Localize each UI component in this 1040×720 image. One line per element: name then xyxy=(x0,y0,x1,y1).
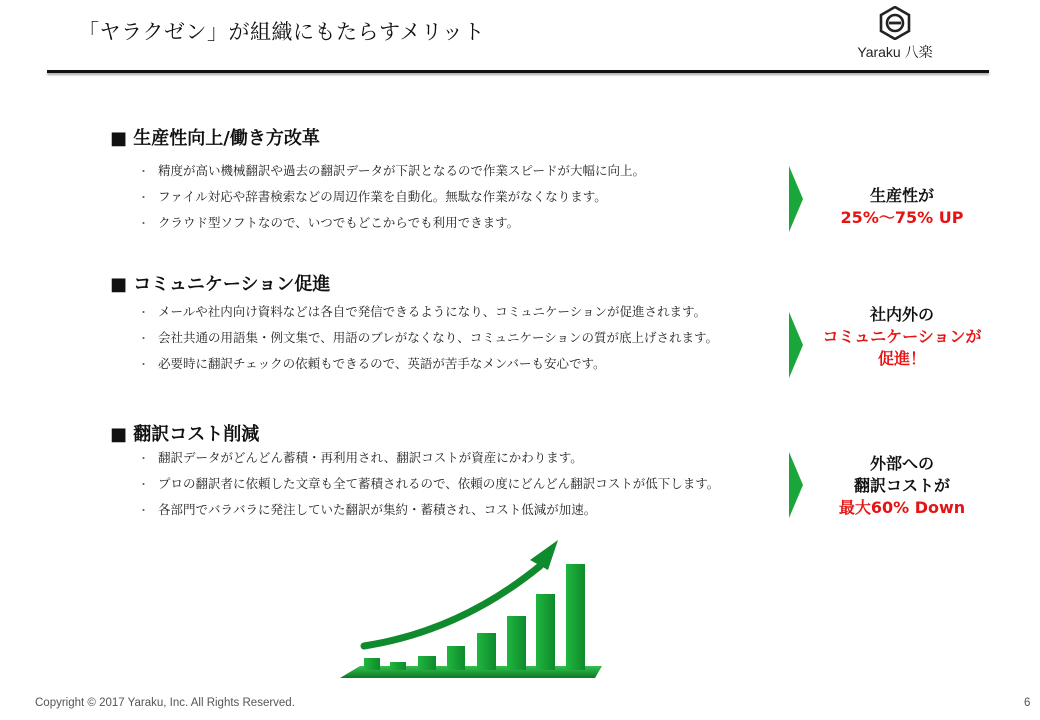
result-line: 外部への xyxy=(869,454,934,473)
chart-bar xyxy=(536,594,555,670)
chart-bar xyxy=(477,633,496,670)
section-heading-cost: ■ 翻訳コスト削減 xyxy=(110,424,260,445)
arrow-head-icon xyxy=(530,540,558,570)
result-line: 翻訳コストが xyxy=(853,476,950,495)
chart-bar xyxy=(447,646,465,670)
result-highlight: 促進！ xyxy=(877,349,926,368)
yaraku-logo-icon xyxy=(878,6,912,40)
chevron-right-icon xyxy=(789,166,803,232)
bullet-list-productivity xyxy=(138,158,645,236)
list-item: ・ 翻訳データがどんどん蓄積・再利用され、翻訳コストが資産にかわります。 xyxy=(138,450,583,465)
bullet-list-communication xyxy=(138,299,718,377)
growth-chart-illustration xyxy=(330,536,605,684)
section-heading-productivity: ■ 生産性向上/働き方改革 xyxy=(110,128,320,149)
result-highlight: コミュニケーションが xyxy=(822,327,982,346)
logo-text: Yaraku 八楽 xyxy=(857,44,933,60)
result-line: 生産性が xyxy=(869,186,934,205)
list-item: ・ 精度が高い機械翻訳や過去の翻訳データが下訳となるので作業スピードが大幅に向上。 xyxy=(138,163,646,178)
list-item: ・ メールや社内向け資料などは各自で発信できるようになり、コミュニケーションが促進されます。 xyxy=(138,304,707,319)
list-item: ・ 各部門でバラバラに発注していた翻訳が集約・蓄積され、コスト低減が加速。 xyxy=(138,502,597,517)
result-productivity xyxy=(812,185,992,229)
list-item: ・ クラウド型ソフトなので、いつでもどこからでも利用できます。 xyxy=(138,215,520,230)
chart-bar xyxy=(507,616,526,670)
title-divider xyxy=(47,70,989,73)
section-heading-communication: ■ コミュニケーション促進 xyxy=(110,274,331,295)
chart-bar xyxy=(364,658,380,670)
list-item: ・ 必要時に翻訳チェックの依頼もできるので、英語が苦手なメンバーも安心です。 xyxy=(138,356,606,371)
chart-bar xyxy=(566,564,585,670)
list-item: ・ 会社共通の用語集・例文集で、用語のブレがなくなり、コミュニケーションの質が底上げされます。 xyxy=(138,330,719,345)
page-number: 6 xyxy=(1024,697,1031,709)
bullet-list-cost xyxy=(138,445,719,523)
chevron-right-icon xyxy=(789,452,803,518)
result-highlight: 25%～75% UP xyxy=(840,208,964,227)
list-item: ・ ファイル対応や辞書検索などの周辺作業を自動化。無駄な作業がなくなります。 xyxy=(138,189,607,204)
result-line: 社内外の xyxy=(869,305,934,324)
list-item: ・ プロの翻訳者に依頼した文章も全て蓄積されるので、依頼の度にどんどん翻訳コストが低下します。 xyxy=(138,476,720,491)
result-highlight: 最大60% Down xyxy=(838,498,966,517)
chart-bar xyxy=(418,656,436,670)
chart-bars xyxy=(364,564,585,670)
chevron-right-icon xyxy=(789,312,803,378)
result-communication xyxy=(812,304,992,370)
chart-bar xyxy=(390,662,406,670)
result-cost xyxy=(812,453,992,519)
page-title: 「ヤラクゼン」が組織にもたらすメリット xyxy=(78,20,485,44)
copyright-footer: Copyright © 2017 Yaraku, Inc. All Rights Reserved. xyxy=(35,697,295,709)
company-logo xyxy=(852,6,938,62)
